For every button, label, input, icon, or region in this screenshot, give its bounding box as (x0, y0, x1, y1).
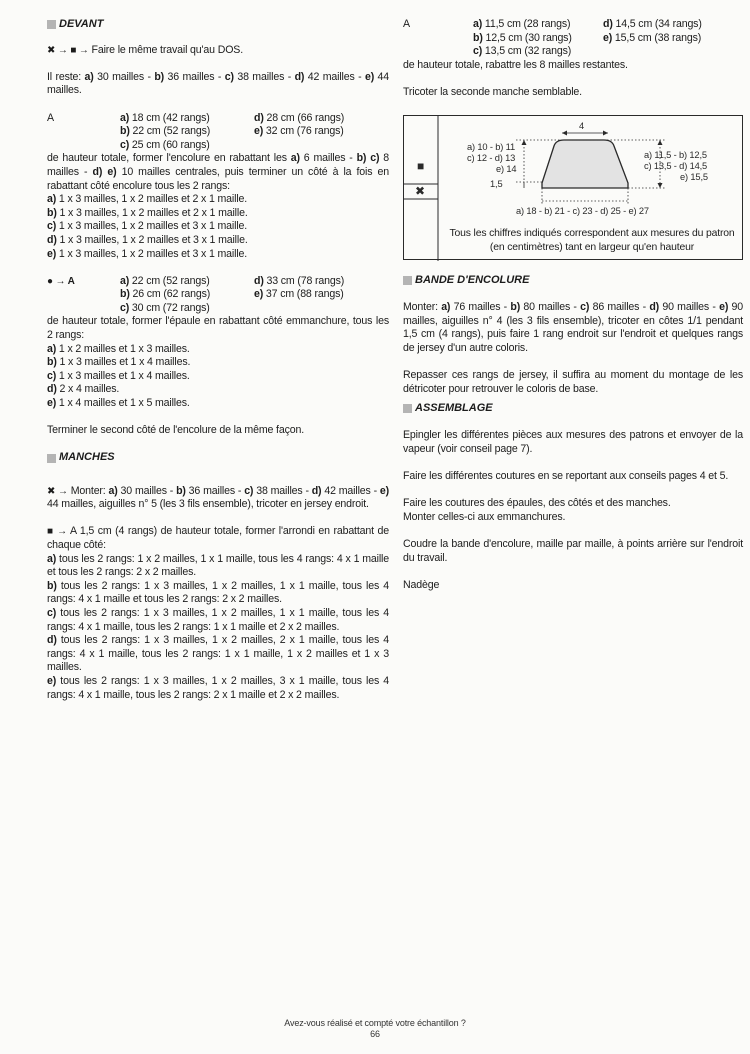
epaule-text: de hauteur totale, former l'épaule en rabattant côté emmanchure, tous les 2 rangs: (47, 315, 389, 342)
size-key: b) (510, 300, 521, 313)
size-key: b) (120, 288, 130, 301)
measure-col1 (120, 275, 254, 316)
list-item (47, 343, 389, 357)
size-key: b) (176, 484, 186, 497)
run-text: 90 mailles - (659, 300, 720, 313)
run-text: 38 mailles - (253, 484, 312, 497)
arrow-symbols: ✖ → ■ → (47, 44, 89, 56)
list-item (120, 288, 254, 302)
list-item (47, 397, 389, 411)
seconde-manche-text: Tricoter la seconde manche semblable. (403, 85, 582, 98)
footer-question: Avez-vous réalisé et compté votre échantillon ? (284, 1018, 466, 1028)
top-width-label: 4 (579, 121, 585, 132)
section-square-icon (403, 276, 412, 285)
list-item (254, 125, 389, 139)
size-key: c) (473, 45, 483, 58)
right-dim-label: a) 11,5 - b) 12,5 (644, 150, 707, 161)
assemblage-p4: Coudre la bande d'encolure, maille par maille, à points arrière sur l'endroit du travail. (403, 538, 743, 564)
size-key: b) (473, 31, 483, 44)
size-key: d) (294, 70, 305, 83)
left-dim-label: c) 12 - d) 13 (467, 153, 516, 164)
right-column (403, 18, 743, 592)
list-item (47, 580, 389, 607)
list-item (473, 32, 603, 46)
run-text: 11,5 cm (28 rangs) (482, 18, 571, 30)
run-text: tous les 2 rangs: 1 x 2 mailles, 1 x 1 maille, tous les 4 rangs: 4 x 1 maille et tous les 2 rangs: 2 x 2 mailles. (47, 552, 389, 579)
devant-closing: Terminer le second côté de l'encolure de la même façon. (47, 424, 304, 437)
size-key: a) (441, 300, 451, 313)
run-text: 8 mailles - (47, 152, 390, 178)
size-key: c) (224, 70, 234, 83)
list-item (473, 45, 603, 59)
right-dim-label: e) 15,5 (680, 172, 708, 183)
size-key: b) (154, 70, 165, 83)
list-item (47, 207, 389, 221)
run-text: 18 cm (42 rangs) (129, 111, 210, 124)
measure-col1 (473, 18, 603, 59)
size-key: c) (244, 484, 254, 497)
run-text: 1 x 3 mailles, 1 x 2 mailles et 3 x 1 maille. (56, 220, 248, 233)
list-item (120, 112, 254, 126)
size-key: a) (47, 342, 57, 355)
list-item (254, 275, 389, 289)
run-text: 1 x 3 mailles et 1 x 4 mailles. (56, 356, 191, 369)
run-text: 26 cm (62 rangs) (129, 288, 211, 301)
size-key: c) (47, 220, 57, 233)
section-square-icon (47, 20, 56, 29)
size-key: a) (290, 152, 300, 165)
assemblage-p1: Epingler les différentes pièces aux mesures des patrons et envoyer de la vapeur (voir conseil page 7). (403, 429, 743, 455)
section-square-icon (403, 404, 412, 413)
run-text: 42 mailles - (304, 70, 365, 83)
run-text: tous les 2 rangs: 1 x 3 mailles, 1 x 2 mailles, 2 x 1 maille, tous les 4 rangs: 4 x 1 maille, tous les 2 rangs: 1 x 1 maille, 1 x 2 mailles et 1 x 3 mailles. (47, 634, 389, 674)
list-item (120, 139, 254, 153)
left-dim-label: e) 14 (496, 164, 517, 175)
epaule-list (47, 343, 389, 411)
size-key: d) (649, 300, 660, 313)
size-key: a) (473, 18, 483, 30)
bottom-dim-label: a) 18 - b) 21 - c) 23 - d) 25 - e) 27 (516, 206, 649, 217)
size-key: a) (108, 484, 118, 497)
run-text: 1 x 3 mailles et 1 x 4 mailles. (56, 369, 190, 382)
size-key: e) (254, 288, 264, 301)
size-key: e) (379, 484, 389, 497)
run-text: 10 mailles centrales, puis terminer un côté à la fois en rabattant côté encolure tous les 2 rangs: (47, 165, 389, 192)
run-text: 36 mailles - (164, 70, 225, 83)
devant-heading: DEVANT (47, 18, 389, 32)
run-text: 1 x 4 mailles et 1 x 5 mailles. (56, 397, 190, 410)
cross-marker-icon: ✖ (415, 184, 425, 199)
run-text: 38 mailles - (233, 70, 295, 83)
manches-heading: MANCHES (47, 451, 389, 465)
run-text: 28 cm (66 rangs) (263, 111, 345, 124)
run-text: 12,5 cm (30 rangs) (482, 31, 572, 44)
run-text: 1 x 3 mailles, 1 x 2 mailles et 2 x 1 maille. (56, 206, 248, 219)
size-key: a) (84, 70, 94, 83)
run-text: tous les 2 rangs: 1 x 3 mailles, 1 x 2 mailles, 1 x 1 maille, tous les 4 rangs: 4 x 1 maille, tous les 2 rangs: 1 x 1 maille et 2 x 2 mailles. (47, 606, 389, 633)
size-key: c) (120, 138, 130, 151)
size-key: d) (47, 383, 57, 396)
list-item (47, 675, 389, 702)
run-text: 90 mailles, aiguilles n° 4 (les 3 fils ensemble), tricoter en côtes 1/1 pendant 1,5 cm (4 rangs), puis faire 1 rang endroit sur l'endroit et quelques rangs de jersey d'un autre coloris. (403, 300, 744, 354)
size-key: c) (366, 152, 380, 165)
run-text: 25 cm (60 rangs) (129, 138, 210, 151)
size-key: a) (47, 552, 57, 565)
size-key: d) (603, 18, 613, 30)
run-text: 30 mailles - (93, 70, 155, 83)
list-item (47, 634, 389, 675)
arrondi-list (47, 553, 389, 703)
rabattre-text: de hauteur totale, rabattre les 8 mailles restantes. (403, 58, 628, 71)
run-text: 76 mailles - (450, 300, 511, 313)
run-text: 2 x 4 mailles. (56, 383, 120, 396)
devant-intro: ✖ → ■ → Faire le même travail qu'au DOS. (47, 43, 243, 56)
manches-arrondi: ■ → A 1,5 cm (4 rangs) de hauteur totale, former l'arrondi en rabattant de chaque côté: (47, 525, 389, 551)
run-text: 6 mailles - (299, 152, 357, 165)
size-key: d) (254, 111, 264, 124)
square-marker-icon: ■ (417, 159, 425, 174)
list-item (603, 18, 743, 32)
manches-monter (47, 485, 389, 512)
assemblage-heading: ASSEMBLAGE (403, 402, 743, 416)
arrow-symbols: ■ → (47, 526, 67, 538)
size-key: b) (120, 125, 130, 138)
size-key: a) (120, 111, 130, 124)
assemblage-p3a: Faire les coutures des épaules, des côtés et des manches. (403, 497, 671, 510)
size-key: e) (719, 300, 729, 313)
size-key: d) (254, 274, 264, 287)
run-text: 13,5 cm (32 rangs) (482, 45, 572, 58)
run-text: 22 cm (52 rangs) (129, 125, 211, 138)
run-text: Monter: (403, 300, 442, 313)
left-dim-label: a) 10 - b) 11 (467, 142, 516, 153)
measure-label: ● → A (47, 275, 75, 287)
size-key: b) (47, 579, 57, 592)
right-dim-label: c) 13,5 - d) 14,5 (644, 161, 708, 172)
run-text: tous les 2 rangs: 1 x 3 mailles, 1 x 2 mailles, 1 x 1 maille, tous les 4 rangs: 4 x 1 maille et tous les 2 rangs: 2 x 2 mailles. (47, 579, 389, 606)
manche-measure (403, 18, 743, 59)
size-key: c) (47, 369, 57, 382)
size-key: d) (47, 233, 57, 246)
sleeve-shape (542, 140, 628, 188)
size-key: d) e) (92, 165, 117, 178)
list-item (47, 383, 389, 397)
measure-col2 (254, 275, 389, 316)
bande-heading: BANDE D'ENCOLURE (403, 274, 743, 288)
run-text: 86 mailles - (589, 300, 650, 313)
size-key: b) (356, 152, 367, 165)
size-key: c) (47, 606, 57, 619)
list-item (603, 32, 743, 46)
encolure-list (47, 193, 389, 261)
run-text: 44 mailles. (47, 70, 390, 97)
run-text: 30 cm (72 rangs) (129, 301, 210, 314)
size-key: e) (47, 247, 57, 260)
run-text: 32 cm (76 rangs) (263, 125, 344, 138)
list-item (47, 193, 389, 207)
run-text: 44 mailles, aiguilles n° 5 (les 3 fils ensemble), tricoter en jersey endroit. (47, 498, 369, 511)
run-text: tous les 2 rangs: 1 x 3 mailles, 1 x 2 mailles, 3 x 1 maille, tous les 4 rangs: 4 x 1 maille, tous les 2 rangs: 2 x 1 maille et 2 x 2 mailles. (47, 674, 389, 701)
run-text: 36 mailles - (185, 484, 245, 497)
run-text: 1 x 2 mailles et 1 x 3 mailles. (56, 342, 190, 355)
list-item (47, 553, 389, 580)
size-key: e) (47, 674, 57, 687)
run-text: 14,5 cm (34 rangs) (612, 18, 702, 30)
diagram-caption: Tous les chiffres indiqués correspondent aux mesures du patron (en centimètres) tant en largeur qu'en hauteur (449, 228, 735, 253)
list-item (254, 112, 389, 126)
run-text: Monter: (67, 484, 109, 497)
run-text: 1 x 3 mailles, 1 x 2 mailles et 2 x 1 maille. (56, 193, 248, 206)
size-key: a) (47, 193, 57, 206)
measure-col1 (120, 112, 254, 153)
size-key: c) (580, 300, 590, 313)
size-key: e) (603, 31, 613, 44)
size-key: e) (47, 397, 57, 410)
list-item (47, 356, 389, 370)
size-key: e) (364, 70, 375, 83)
measure-col2 (254, 112, 389, 153)
bande-text1 (403, 301, 743, 355)
signature: Nadège (403, 578, 440, 591)
size-key: b) (47, 206, 57, 219)
devant-reste: Il reste: a) 30 mailles - b) 36 mailles - c) 38 mailles - d) 42 mailles - e) 44 mailles. (47, 70, 390, 97)
list-item (473, 18, 603, 32)
devant-measure-b (47, 275, 389, 316)
size-key: a) (120, 274, 130, 287)
list-item (47, 248, 389, 262)
list-item (47, 234, 389, 248)
run-text: 80 mailles - (520, 300, 581, 313)
arrow-icon (522, 140, 527, 145)
measure-col2 (603, 18, 743, 59)
list-item (120, 275, 254, 289)
reste-runs (47, 71, 389, 97)
list-item (254, 288, 389, 302)
list-item (120, 125, 254, 139)
run-text: 22 cm (52 rangs) (129, 274, 210, 287)
left-column (47, 18, 389, 702)
run-text: 42 mailles - (321, 484, 380, 497)
encolure-text (47, 152, 389, 193)
list-item (47, 607, 389, 634)
sleeve-pattern-diagram (403, 115, 743, 260)
run-text: 1 x 3 mailles, 1 x 2 mailles et 3 x 1 maille. (56, 233, 248, 246)
size-key: c) (120, 301, 130, 314)
page-number: 66 (370, 1029, 380, 1039)
bande-text2: Repasser ces rangs de jersey, il suffira au moment du montage de les détricoter pour retrouver le coloris de base. (403, 368, 743, 395)
run-text: 15,5 cm (38 rangs) (612, 31, 702, 44)
run-text: 1 x 3 mailles, 1 x 2 mailles et 3 x 1 maille. (56, 247, 248, 260)
arrow-symbols: ✖ → (47, 485, 68, 497)
measure-label: A (47, 111, 54, 124)
section-square-icon (47, 454, 56, 463)
measure-label: A (403, 18, 410, 30)
run-text: de hauteur totale, former l'encolure en rabattant les (47, 152, 291, 165)
run-text: 37 cm (88 rangs) (263, 288, 344, 301)
size-key: b) (47, 356, 57, 369)
assemblage-p3b: Monter celles-ci aux emmanchures. (403, 510, 566, 523)
devant-measure-a (47, 112, 389, 153)
size-key: d) (311, 484, 322, 497)
list-item (47, 370, 389, 384)
run-text: 33 cm (78 rangs) (263, 274, 345, 287)
list-item (47, 220, 389, 234)
cuff-dim-label: 1,5 (490, 179, 503, 190)
size-key: d) (47, 634, 57, 647)
run-text: 30 mailles - (117, 484, 177, 497)
assemblage-p2: Faire les différentes coutures en se reportant aux conseils pages 4 et 5. (403, 470, 729, 483)
list-item (120, 302, 254, 316)
size-key: e) (254, 125, 264, 138)
